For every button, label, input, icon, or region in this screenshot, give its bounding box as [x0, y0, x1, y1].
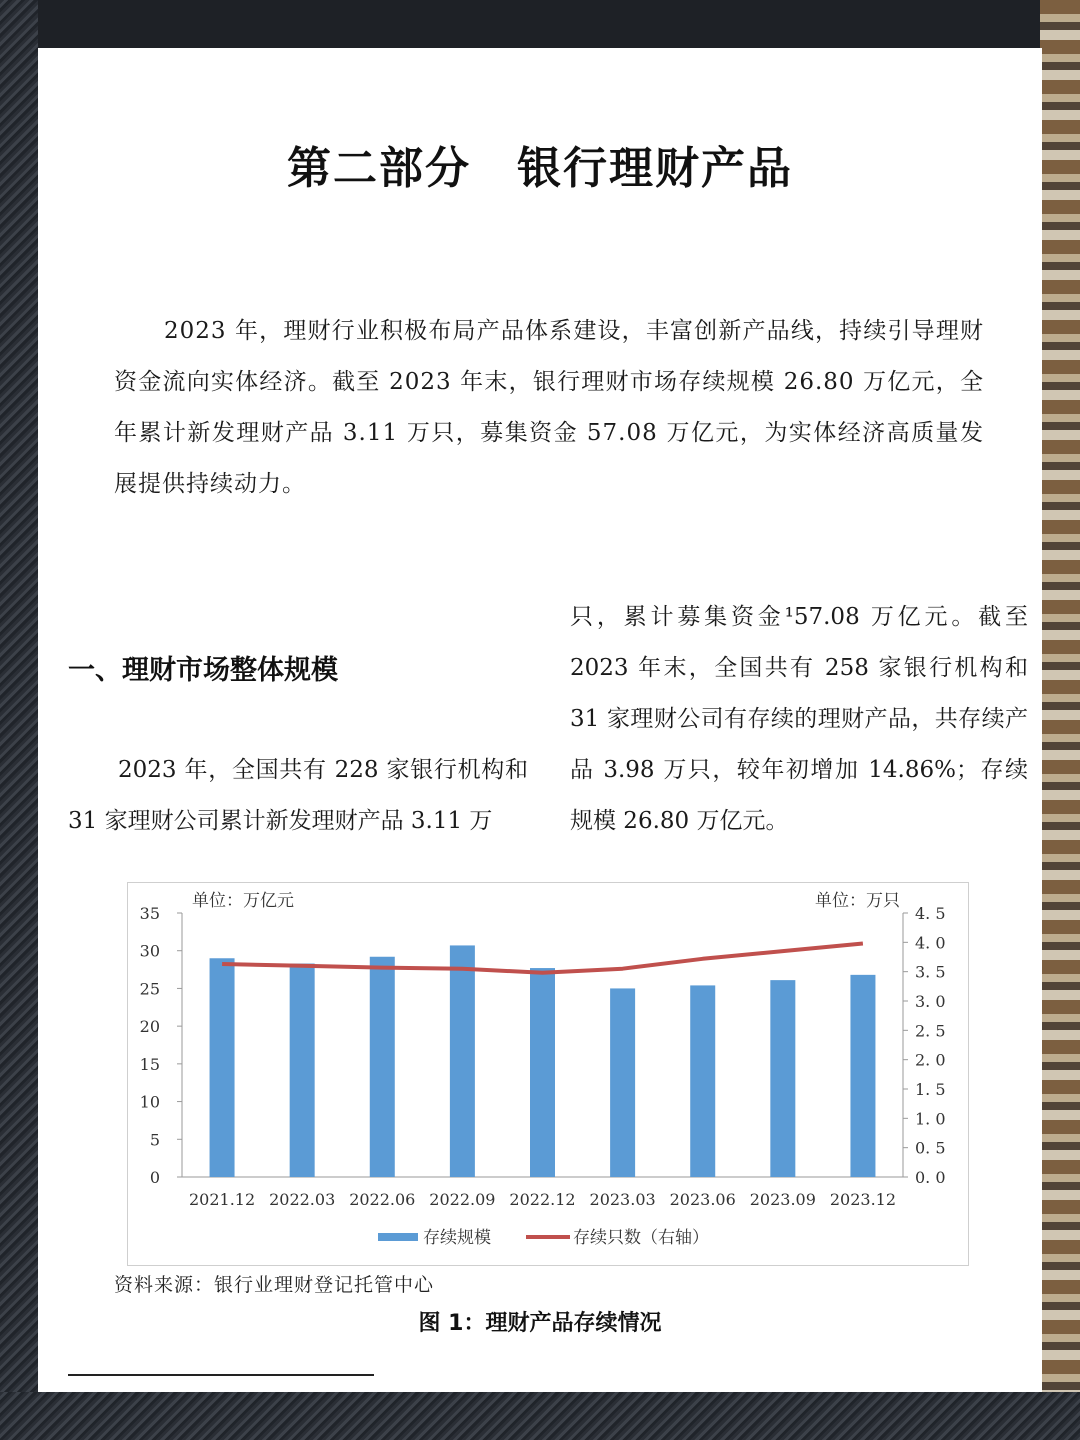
background-fabric-bottom	[0, 1392, 1080, 1440]
x-tick-label: 2023.03	[589, 1190, 656, 1209]
y-left-tick-label: 0	[149, 1168, 160, 1187]
page-title: 第二部分 银行理财产品	[287, 143, 793, 194]
y-left-tick-label: 30	[139, 941, 160, 961]
legend-label-bar: 存续规模	[423, 1228, 491, 1248]
body-paragraph-right: 只，累计募集资金¹57.08 万亿元。截至 2023 年末，全国共有 258 家银行机构和 31 家理财公司有存续的理财产品，共存续产品 3.98 万只，较年初增加 14.86%；存续规模 26.80 万亿元。	[570, 604, 1028, 834]
combo-chart	[128, 883, 968, 1265]
y-right-tick-label: 0. 0	[915, 1168, 946, 1187]
x-tick-label: 2022.06	[349, 1190, 416, 1209]
y-right-axis-label: 单位：万只	[815, 891, 900, 911]
x-tick-label: 2023.09	[749, 1190, 816, 1209]
y-left-tick-label: 10	[139, 1092, 160, 1112]
chart-container	[127, 882, 969, 1266]
y-right-tick-label: 4. 5	[915, 904, 946, 923]
bar-2023.03	[610, 988, 635, 1177]
x-tick-label: 2022.12	[509, 1190, 576, 1209]
y-left-tick-label: 5	[149, 1130, 160, 1150]
bar-2023.09	[770, 980, 795, 1177]
y-left-tick-label: 25	[139, 979, 160, 999]
legend-label-line: 存续只数（右轴）	[573, 1228, 709, 1248]
y-right-tick-label: 1. 0	[915, 1109, 946, 1129]
intro-paragraph: 2023 年，理财行业积极布局产品体系建设，丰富创新产品线，持续引导理财资金流向实体经济。截至 2023 年末，银行理财市场存续规模 26.80 万亿元，全年累计新发理财产品 3.11 万只，募集资金 57.08 万亿元，为实体经济高质量发展提供持续动力。	[114, 318, 984, 497]
y-left-tick-label: 20	[139, 1017, 160, 1037]
bar-2021.12	[210, 958, 235, 1177]
bar-2022.06	[370, 957, 395, 1177]
section-heading: 一、理财市场整体规模	[68, 655, 338, 686]
x-tick-label: 2022.03	[269, 1190, 336, 1209]
y-right-tick-label: 4. 0	[915, 933, 946, 953]
y-left-axis-label: 单位：万亿元	[192, 891, 294, 911]
y-right-tick-label: 0. 5	[915, 1138, 946, 1158]
y-left-tick-label: 15	[139, 1054, 160, 1074]
bar-2022.03	[290, 964, 315, 1177]
chart-source-note: 资料来源：银行业理财登记托管中心	[114, 1274, 435, 1296]
y-left-tick-label: 35	[139, 904, 160, 923]
x-tick-label: 2022.09	[429, 1190, 496, 1209]
background-fabric-left	[0, 0, 38, 1440]
footnote-divider	[68, 1374, 374, 1376]
body-paragraph-left: 2023 年，全国共有 228 家银行机构和 31 家理财公司累计新发理财产品 3.11 万	[68, 757, 528, 834]
y-right-tick-label: 3. 5	[915, 962, 946, 982]
legend-swatch-bar	[378, 1233, 418, 1241]
y-right-tick-label: 2. 5	[915, 1021, 946, 1041]
background-papers-right	[1040, 0, 1080, 1440]
y-right-tick-label: 3. 0	[915, 992, 946, 1011]
x-tick-label: 2021.12	[188, 1190, 256, 1209]
bar-2022.12	[530, 968, 555, 1177]
x-tick-label: 2023.12	[829, 1190, 897, 1209]
document-page	[38, 48, 1042, 1392]
bar-2023.06	[690, 985, 715, 1177]
bar-2023.12	[850, 975, 875, 1177]
y-right-tick-label: 2. 0	[915, 1050, 946, 1070]
figure-caption: 图 1：理财产品存续情况	[418, 1311, 662, 1336]
bar-2022.09	[450, 945, 475, 1177]
x-tick-label: 2023.06	[669, 1190, 736, 1209]
y-right-tick-label: 1. 5	[915, 1080, 946, 1099]
